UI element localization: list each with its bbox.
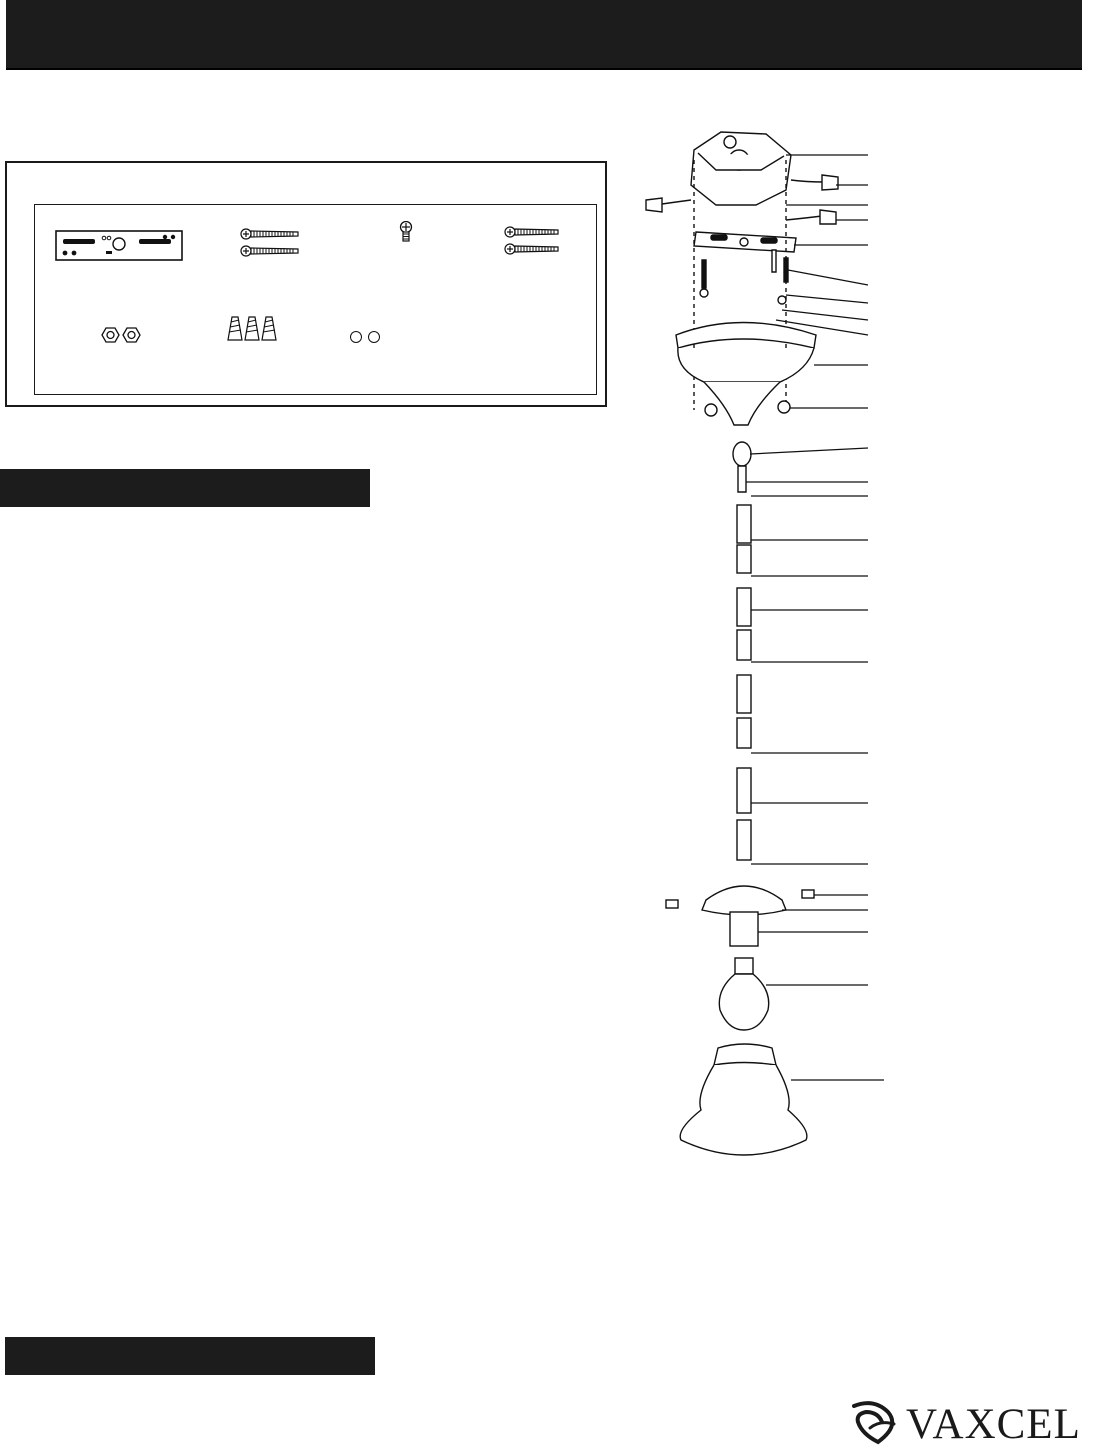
socket-holder-icon	[702, 886, 786, 946]
exploded-pendant-diagram	[636, 120, 896, 1160]
brand-name: VAXCEL	[906, 1401, 1081, 1448]
ground-screw-icon	[398, 221, 414, 243]
mounting-screws-icon	[504, 224, 564, 258]
top-banner	[6, 0, 1082, 70]
section-bar-1	[0, 469, 370, 507]
crossbar-icon	[694, 232, 796, 252]
junction-box-icon	[691, 132, 791, 205]
washers-icon	[348, 329, 384, 345]
vaxcel-swirl-logo-icon	[848, 1396, 904, 1448]
section-bar-2	[5, 1337, 375, 1375]
glass-shade-icon	[680, 1044, 807, 1155]
brand-logo	[848, 1396, 1098, 1451]
hardware-inner-box	[34, 204, 597, 395]
hex-nuts-icon	[99, 325, 145, 345]
canopy-icon	[676, 323, 816, 426]
hardware-box	[5, 161, 607, 407]
wire-connectors-icon	[225, 314, 281, 344]
mounting-strap-icon	[55, 230, 183, 262]
long-screws-icon	[240, 226, 300, 260]
bulb-icon	[719, 958, 768, 1030]
